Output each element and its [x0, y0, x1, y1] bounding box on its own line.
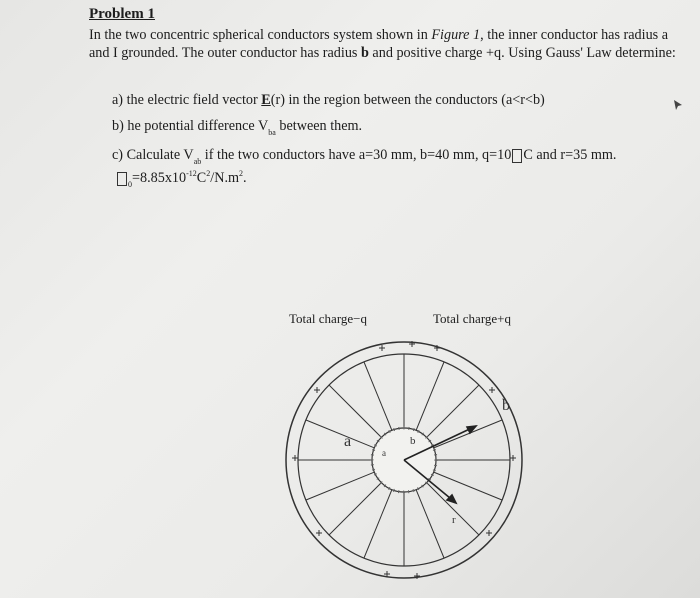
missing-glyph-icon	[117, 172, 127, 186]
question-b-prefix: b) he potential difference V	[112, 118, 269, 134]
question-c-suffix-2: C and r=35 mm.	[523, 147, 617, 163]
unit-c: C	[196, 170, 207, 186]
radius-b-symbol: b	[360, 45, 369, 61]
problem-title: Problem 1	[89, 6, 155, 22]
question-b-suffix: between them.	[275, 118, 363, 134]
concentric-spheres-figure	[284, 328, 524, 590]
intro-text-1: In the two concentric spherical conductors system shown in	[89, 27, 428, 43]
question-c-suffix-1: if the two conductors have a=30 mm, b=40 mm, q=10	[201, 147, 512, 163]
figure-reference: Figure 1	[431, 27, 481, 43]
field-vector-symbol: E	[261, 92, 271, 108]
question-a-suffix: (r) in the region between the conductors (a<r<b)	[270, 92, 545, 108]
label-b-inner: b	[410, 435, 416, 447]
label-a-small: a	[382, 448, 386, 458]
permittivity-line	[116, 170, 247, 187]
label-r: r	[452, 514, 456, 526]
unit-m-exponent: 2	[239, 169, 244, 178]
epsilon-subscript: 0	[128, 180, 132, 189]
question-a	[112, 92, 545, 109]
missing-glyph-icon	[512, 149, 522, 163]
intro-text-3: and positive charge +q. Using Gauss' Law determine:	[368, 45, 676, 61]
problem-statement	[89, 26, 685, 62]
question-c	[112, 147, 616, 164]
permittivity-period: .	[243, 170, 247, 186]
question-b-subscript: ba	[268, 128, 276, 137]
intro-text-2: , the inner conductor has radius a and I grounded. The outer conductor has radius	[89, 27, 669, 61]
permittivity-exponent: -12	[186, 169, 197, 178]
label-total-charge-positive: Total charge+q	[433, 311, 512, 326]
question-a-prefix: a) the electric field vector	[112, 92, 262, 108]
unit-nm: /N.m	[210, 170, 240, 186]
label-total-charge-negative: Total charge−q	[289, 311, 368, 326]
label-b-outer: b	[502, 397, 510, 414]
question-c-prefix: c) Calculate V	[112, 147, 194, 163]
mouse-pointer-icon	[672, 98, 684, 112]
question-c-subscript: ab	[193, 157, 202, 166]
question-b	[112, 118, 362, 135]
label-a: a	[344, 433, 352, 450]
unit-c-exponent: 2	[206, 169, 211, 178]
permittivity-value: =8.85x10	[132, 170, 187, 186]
